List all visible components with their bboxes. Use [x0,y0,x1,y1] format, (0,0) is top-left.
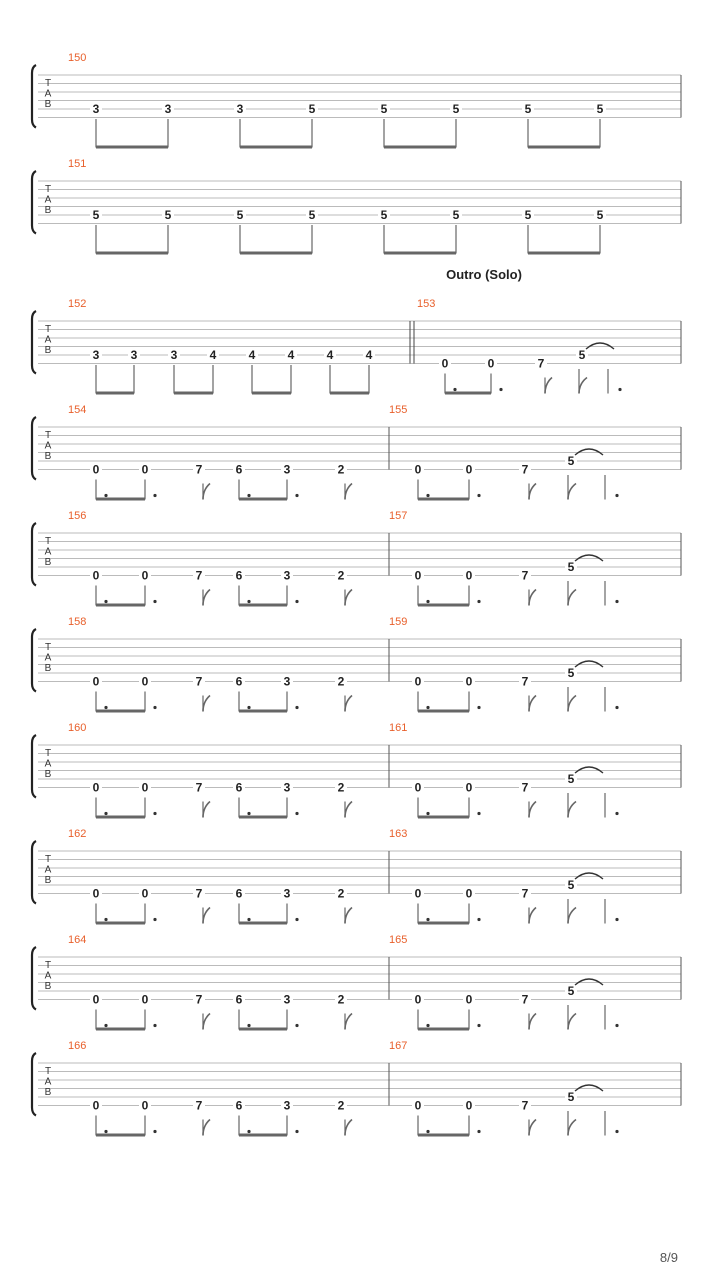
measure-154-note-2-fret: 7 [195,462,203,477]
measure-156-note-0-fret: 0 [92,568,100,583]
measure-164-note-3-fret: 6 [235,992,243,1007]
measure-150-beam-1 [240,146,312,149]
measure-150-beam-0 [96,146,168,149]
measure-167-note-0-fret: 0 [414,1098,422,1113]
measure-166-beam-1 [239,1134,287,1137]
measure-162-note-1-dot [153,918,156,921]
measure-153-note-3-flag [579,378,587,394]
measure-166-beam-0 [96,1134,145,1137]
tab-clef-letter: T [44,960,52,971]
measure-153-note-4-dot [618,388,621,391]
measure-152-note-4-fret: 4 [248,348,256,362]
measure-164-note-1-dot [153,1024,156,1027]
measure-152-beam-2 [252,392,291,395]
measure-152-beam-1 [174,392,213,395]
measure-150-beam-3 [528,146,600,149]
tab-clef-letter: A [44,758,52,770]
measure-161-note-2-fret: 7 [521,780,529,795]
measure-number: 162 [68,828,87,840]
measure-156-note-5-flag [345,590,352,606]
measure-164-beam-0 [96,1028,145,1031]
measure-151-note-0-fret: 5 [92,208,100,222]
tab-clef-letter: B [44,875,52,886]
measure-166-note-4-dot [295,1130,298,1133]
measure-160-note-1-fret: 0 [141,780,149,795]
measure-166-note-3-dot [247,1130,250,1133]
system-bracket [32,311,36,374]
measure-160-note-0-dot [104,812,107,815]
system-bracket [32,1053,36,1116]
tab-clef-letter: A [44,546,52,558]
measure-165-note-1-fret: 0 [465,992,473,1007]
measure-156-note-3-dot [247,600,250,603]
measure-155-note-1-dot [477,494,480,497]
measure-152-note-6-fret: 4 [326,348,334,362]
measure-153-note-1-dot [499,388,502,391]
measure-150-note-3-fret: 5 [308,102,316,116]
measure-157-note-1-fret: 0 [465,568,473,583]
measure-158-note-4-dot [295,706,298,709]
measure-161-beam-0 [418,816,469,819]
measure-153-note-2-flag [545,378,552,394]
measure-151-note-2-fret: 5 [236,208,244,222]
measure-167-note-0-dot [426,1130,429,1133]
measure-156-note-2-fret: 7 [195,568,203,583]
measure-160-beam-0 [96,816,145,819]
measure-162-beam-0 [96,922,145,925]
measure-166-note-5-fret: 2 [337,1098,345,1113]
system-bracket [32,841,36,904]
tab-clef-letter: A [44,864,52,876]
measure-159-note-1-fret: 0 [465,674,473,689]
measure-163-note-3-flag [568,908,576,924]
measure-152-beam-0 [96,392,134,395]
measure-162-note-1-fret: 0 [141,886,149,901]
measure-151-note-4-fret: 5 [380,208,388,222]
measure-155-note-0-dot [426,494,429,497]
measure-155-note-0-fret: 0 [414,462,422,477]
measure-number: 161 [389,722,408,734]
measure-161-note-4-dot [615,812,618,815]
measure-167-note-1-dot [477,1130,480,1133]
measure-155-note-2-fret: 7 [521,462,529,477]
measure-158-note-0-fret: 0 [92,674,100,689]
measure-160-note-4-fret: 3 [283,780,291,795]
measure-157-note-0-dot [426,600,429,603]
measure-154-note-0-dot [104,494,107,497]
measure-164-note-2-flag [203,1014,210,1030]
tab-clef-letter: A [44,334,52,346]
tab-clef-letter: T [44,854,52,865]
measure-166-note-2-flag [203,1120,210,1136]
measure-160-note-2-flag [203,802,210,818]
measure-157-note-2-flag [529,590,536,606]
measure-161-note-1-fret: 0 [465,780,473,795]
measure-159-note-0-dot [426,706,429,709]
measure-158-note-4-fret: 3 [283,674,291,689]
measure-159-note-3-flag [568,696,576,712]
measure-167-note-2-flag [529,1120,536,1136]
measure-163-beam-0 [418,922,469,925]
measure-155-note-3-fret: 5 [567,454,575,468]
measure-160-note-5-fret: 2 [337,780,345,795]
measure-160-beam-1 [239,816,287,819]
measure-number: 154 [68,404,87,416]
measure-162-beam-1 [239,922,287,925]
measure-number: 163 [389,828,408,840]
measure-155-beam-0 [418,498,469,501]
measure-160-note-5-flag [345,802,352,818]
measure-164-note-0-dot [104,1024,107,1027]
measure-155-note-3-flag [568,484,576,500]
measure-163-note-1-fret: 0 [465,886,473,901]
measure-160-note-1-dot [153,812,156,815]
measure-150-note-1-fret: 3 [164,102,172,116]
measure-160-note-0-fret: 0 [92,780,100,795]
measure-157-note-3-flag [568,590,576,606]
measure-154-note-4-dot [295,494,298,497]
measure-166-note-0-fret: 0 [92,1098,100,1113]
measure-161-note-3-flag [568,802,576,818]
measure-160-note-3-fret: 6 [235,780,243,795]
measure-162-note-2-flag [203,908,210,924]
measure-166-note-0-dot [104,1130,107,1133]
measure-156-note-3-fret: 6 [235,568,243,583]
measure-152-note-0-fret: 3 [92,348,100,362]
measure-156-note-4-dot [295,600,298,603]
measure-166-note-2-fret: 7 [195,1098,203,1113]
measure-number: 166 [68,1040,87,1052]
tab-clef-letter: T [44,748,52,759]
measure-151-note-1-fret: 5 [164,208,172,222]
tab-clef-letter: A [44,88,52,100]
section-label: Outro (Solo) [446,267,522,282]
measure-150-note-0-fret: 3 [92,102,100,116]
tab-clef-letter: A [44,652,52,664]
measure-number: 156 [68,510,87,522]
measure-162-note-4-dot [295,918,298,921]
tab-clef-letter: T [44,430,52,441]
measure-158-note-5-fret: 2 [337,674,345,689]
measure-number: 152 [68,298,87,310]
measure-number: 155 [389,404,408,416]
measure-152-note-3-fret: 4 [209,348,217,362]
measure-152-note-1-fret: 3 [130,348,138,362]
system-bracket [32,629,36,692]
tab-clef-letter: T [44,184,52,195]
measure-163-note-2-flag [529,908,536,924]
measure-number: 159 [389,616,408,628]
measure-162-note-0-fret: 0 [92,886,100,901]
measure-154-beam-1 [239,498,287,501]
measure-158-note-5-flag [345,696,352,712]
measure-157-note-0-fret: 0 [414,568,422,583]
measure-163-note-4-dot [615,918,618,921]
measure-164-note-5-fret: 2 [337,992,345,1007]
measure-167-beam-0 [418,1134,469,1137]
measure-158-note-2-flag [203,696,210,712]
system-bracket [32,417,36,480]
measure-165-note-2-flag [529,1014,536,1030]
measure-154-beam-0 [96,498,145,501]
measure-150-note-2-fret: 3 [236,102,244,116]
measure-156-note-2-flag [203,590,210,606]
measure-150-note-6-fret: 5 [524,102,532,116]
measure-154-note-3-dot [247,494,250,497]
measure-151-note-6-fret: 5 [524,208,532,222]
measure-153-note-3-fret: 5 [578,348,586,362]
measure-161-note-1-dot [477,812,480,815]
measure-154-note-3-fret: 6 [235,462,243,477]
measure-151-beam-3 [528,252,600,255]
tab-clef-letter: T [44,324,52,335]
system-bracket [32,735,36,798]
measure-161-note-0-fret: 0 [414,780,422,795]
measure-164-note-2-fret: 7 [195,992,203,1007]
measure-156-note-1-dot [153,600,156,603]
measure-157-note-4-dot [615,600,618,603]
system-bracket [32,171,36,234]
measure-164-note-5-flag [345,1014,352,1030]
measure-157-note-1-dot [477,600,480,603]
measure-158-note-2-fret: 7 [195,674,203,689]
measure-150-note-5-fret: 5 [452,102,460,116]
measure-number: 164 [68,934,87,946]
measure-159-note-0-fret: 0 [414,674,422,689]
measure-156-beam-1 [239,604,287,607]
measure-160-note-3-dot [247,812,250,815]
measure-162-note-3-dot [247,918,250,921]
measure-158-note-3-dot [247,706,250,709]
measure-159-note-4-dot [615,706,618,709]
measure-154-note-5-flag [345,484,352,500]
measure-154-note-1-fret: 0 [141,462,149,477]
tab-clef-letter: B [44,663,52,674]
measure-156-beam-0 [96,604,145,607]
measure-152-note-5-fret: 4 [287,348,295,362]
measure-165-note-3-fret: 5 [567,984,575,998]
measure-151-note-7-fret: 5 [596,208,604,222]
measure-164-note-3-dot [247,1024,250,1027]
measure-number: 167 [389,1040,408,1052]
measure-163-note-0-dot [426,918,429,921]
measure-156-note-0-dot [104,600,107,603]
tab-clef-letter: T [44,642,52,653]
measure-164-note-4-dot [295,1024,298,1027]
measure-154-note-5-fret: 2 [337,462,345,477]
measure-153-beam-0 [445,392,491,395]
measure-157-note-3-fret: 5 [567,560,575,574]
measure-159-note-2-flag [529,696,536,712]
measure-154-note-2-flag [203,484,210,500]
measure-160-note-4-dot [295,812,298,815]
tab-clef-letter: B [44,99,52,110]
measure-164-note-0-fret: 0 [92,992,100,1007]
tab-clef-letter: T [44,1066,52,1077]
measure-158-note-0-dot [104,706,107,709]
measure-154-note-0-fret: 0 [92,462,100,477]
measure-156-note-4-fret: 3 [283,568,291,583]
measure-163-note-1-dot [477,918,480,921]
measure-162-note-0-dot [104,918,107,921]
measure-162-note-2-fret: 7 [195,886,203,901]
measure-159-note-3-fret: 5 [567,666,575,680]
system-bracket [32,947,36,1010]
measure-159-beam-0 [418,710,469,713]
tab-clef-letter: B [44,981,52,992]
measure-164-beam-1 [239,1028,287,1031]
measure-155-note-1-fret: 0 [465,462,473,477]
measure-162-note-5-flag [345,908,352,924]
measure-161-note-0-dot [426,812,429,815]
measure-165-note-1-dot [477,1024,480,1027]
measure-159-note-1-dot [477,706,480,709]
tab-clef-letter: B [44,557,52,568]
measure-167-note-3-fret: 5 [567,1090,575,1104]
measure-153-note-0-dot [453,388,456,391]
measure-number: 158 [68,616,87,628]
tab-clef-letter: T [44,78,52,89]
measure-150-note-4-fret: 5 [380,102,388,116]
measure-158-beam-0 [96,710,145,713]
measure-163-note-0-fret: 0 [414,886,422,901]
tab-clef-letter: B [44,205,52,216]
tab-clef-letter: A [44,1076,52,1088]
measure-163-note-2-fret: 7 [521,886,529,901]
measure-157-beam-0 [418,604,469,607]
measure-164-note-1-fret: 0 [141,992,149,1007]
measure-152-note-7-fret: 4 [365,348,373,362]
measure-165-beam-0 [418,1028,469,1031]
measure-151-note-5-fret: 5 [452,208,460,222]
tab-clef-letter: B [44,451,52,462]
measure-151-beam-1 [240,252,312,255]
measure-165-note-2-fret: 7 [521,992,529,1007]
measure-151-note-3-fret: 5 [308,208,316,222]
measure-152-note-2-fret: 3 [170,348,178,362]
measure-150-note-7-fret: 5 [596,102,604,116]
measure-151-beam-2 [384,252,456,255]
measure-number: 153 [417,298,436,310]
measure-156-note-1-fret: 0 [141,568,149,583]
measure-164-note-4-fret: 3 [283,992,291,1007]
measure-161-note-3-fret: 5 [567,772,575,786]
measure-154-note-4-fret: 3 [283,462,291,477]
measure-162-note-5-fret: 2 [337,886,345,901]
measure-153-note-2-fret: 7 [537,356,545,371]
measure-167-note-1-fret: 0 [465,1098,473,1113]
measure-number: 150 [68,52,87,64]
measure-152-beam-3 [330,392,369,395]
measure-151-beam-0 [96,252,168,255]
measure-155-note-2-flag [529,484,536,500]
measure-166-note-1-dot [153,1130,156,1133]
measure-156-note-5-fret: 2 [337,568,345,583]
measure-167-note-4-dot [615,1130,618,1133]
tab-clef-letter: B [44,1087,52,1098]
measure-165-note-4-dot [615,1024,618,1027]
tab-clef-letter: T [44,536,52,547]
measure-159-note-2-fret: 7 [521,674,529,689]
measure-160-note-2-fret: 7 [195,780,203,795]
measure-number: 151 [68,158,87,170]
tab-clef-letter: B [44,345,52,356]
measure-162-note-3-fret: 6 [235,886,243,901]
tab-clef-letter: A [44,970,52,982]
measure-165-note-0-fret: 0 [414,992,422,1007]
measure-167-note-2-fret: 7 [521,1098,529,1113]
measure-166-note-4-fret: 3 [283,1098,291,1113]
measure-165-note-0-dot [426,1024,429,1027]
measure-158-note-1-fret: 0 [141,674,149,689]
measure-150-beam-2 [384,146,456,149]
page-number: 8/9 [659,1250,678,1265]
measure-153-note-1-fret: 0 [487,356,495,371]
measure-158-beam-1 [239,710,287,713]
measure-157-note-2-fret: 7 [521,568,529,583]
measure-153-note-0-fret: 0 [441,356,449,371]
measure-166-note-3-fret: 6 [235,1098,243,1113]
measure-155-note-4-dot [615,494,618,497]
measure-154-note-1-dot [153,494,156,497]
measure-number: 165 [389,934,408,946]
system-bracket [32,65,36,128]
tab-clef-letter: A [44,440,52,452]
measure-165-note-3-flag [568,1014,576,1030]
measure-167-note-3-flag [568,1120,576,1136]
measure-161-note-2-flag [529,802,536,818]
tab-clef-letter: A [44,194,52,206]
tab-clef-letter: B [44,769,52,780]
measure-158-note-3-fret: 6 [235,674,243,689]
measure-number: 157 [389,510,408,522]
measure-number: 160 [68,722,87,734]
measure-158-note-1-dot [153,706,156,709]
measure-166-note-1-fret: 0 [141,1098,149,1113]
measure-162-note-4-fret: 3 [283,886,291,901]
system-bracket [32,523,36,586]
measure-166-note-5-flag [345,1120,352,1136]
measure-163-note-3-fret: 5 [567,878,575,892]
